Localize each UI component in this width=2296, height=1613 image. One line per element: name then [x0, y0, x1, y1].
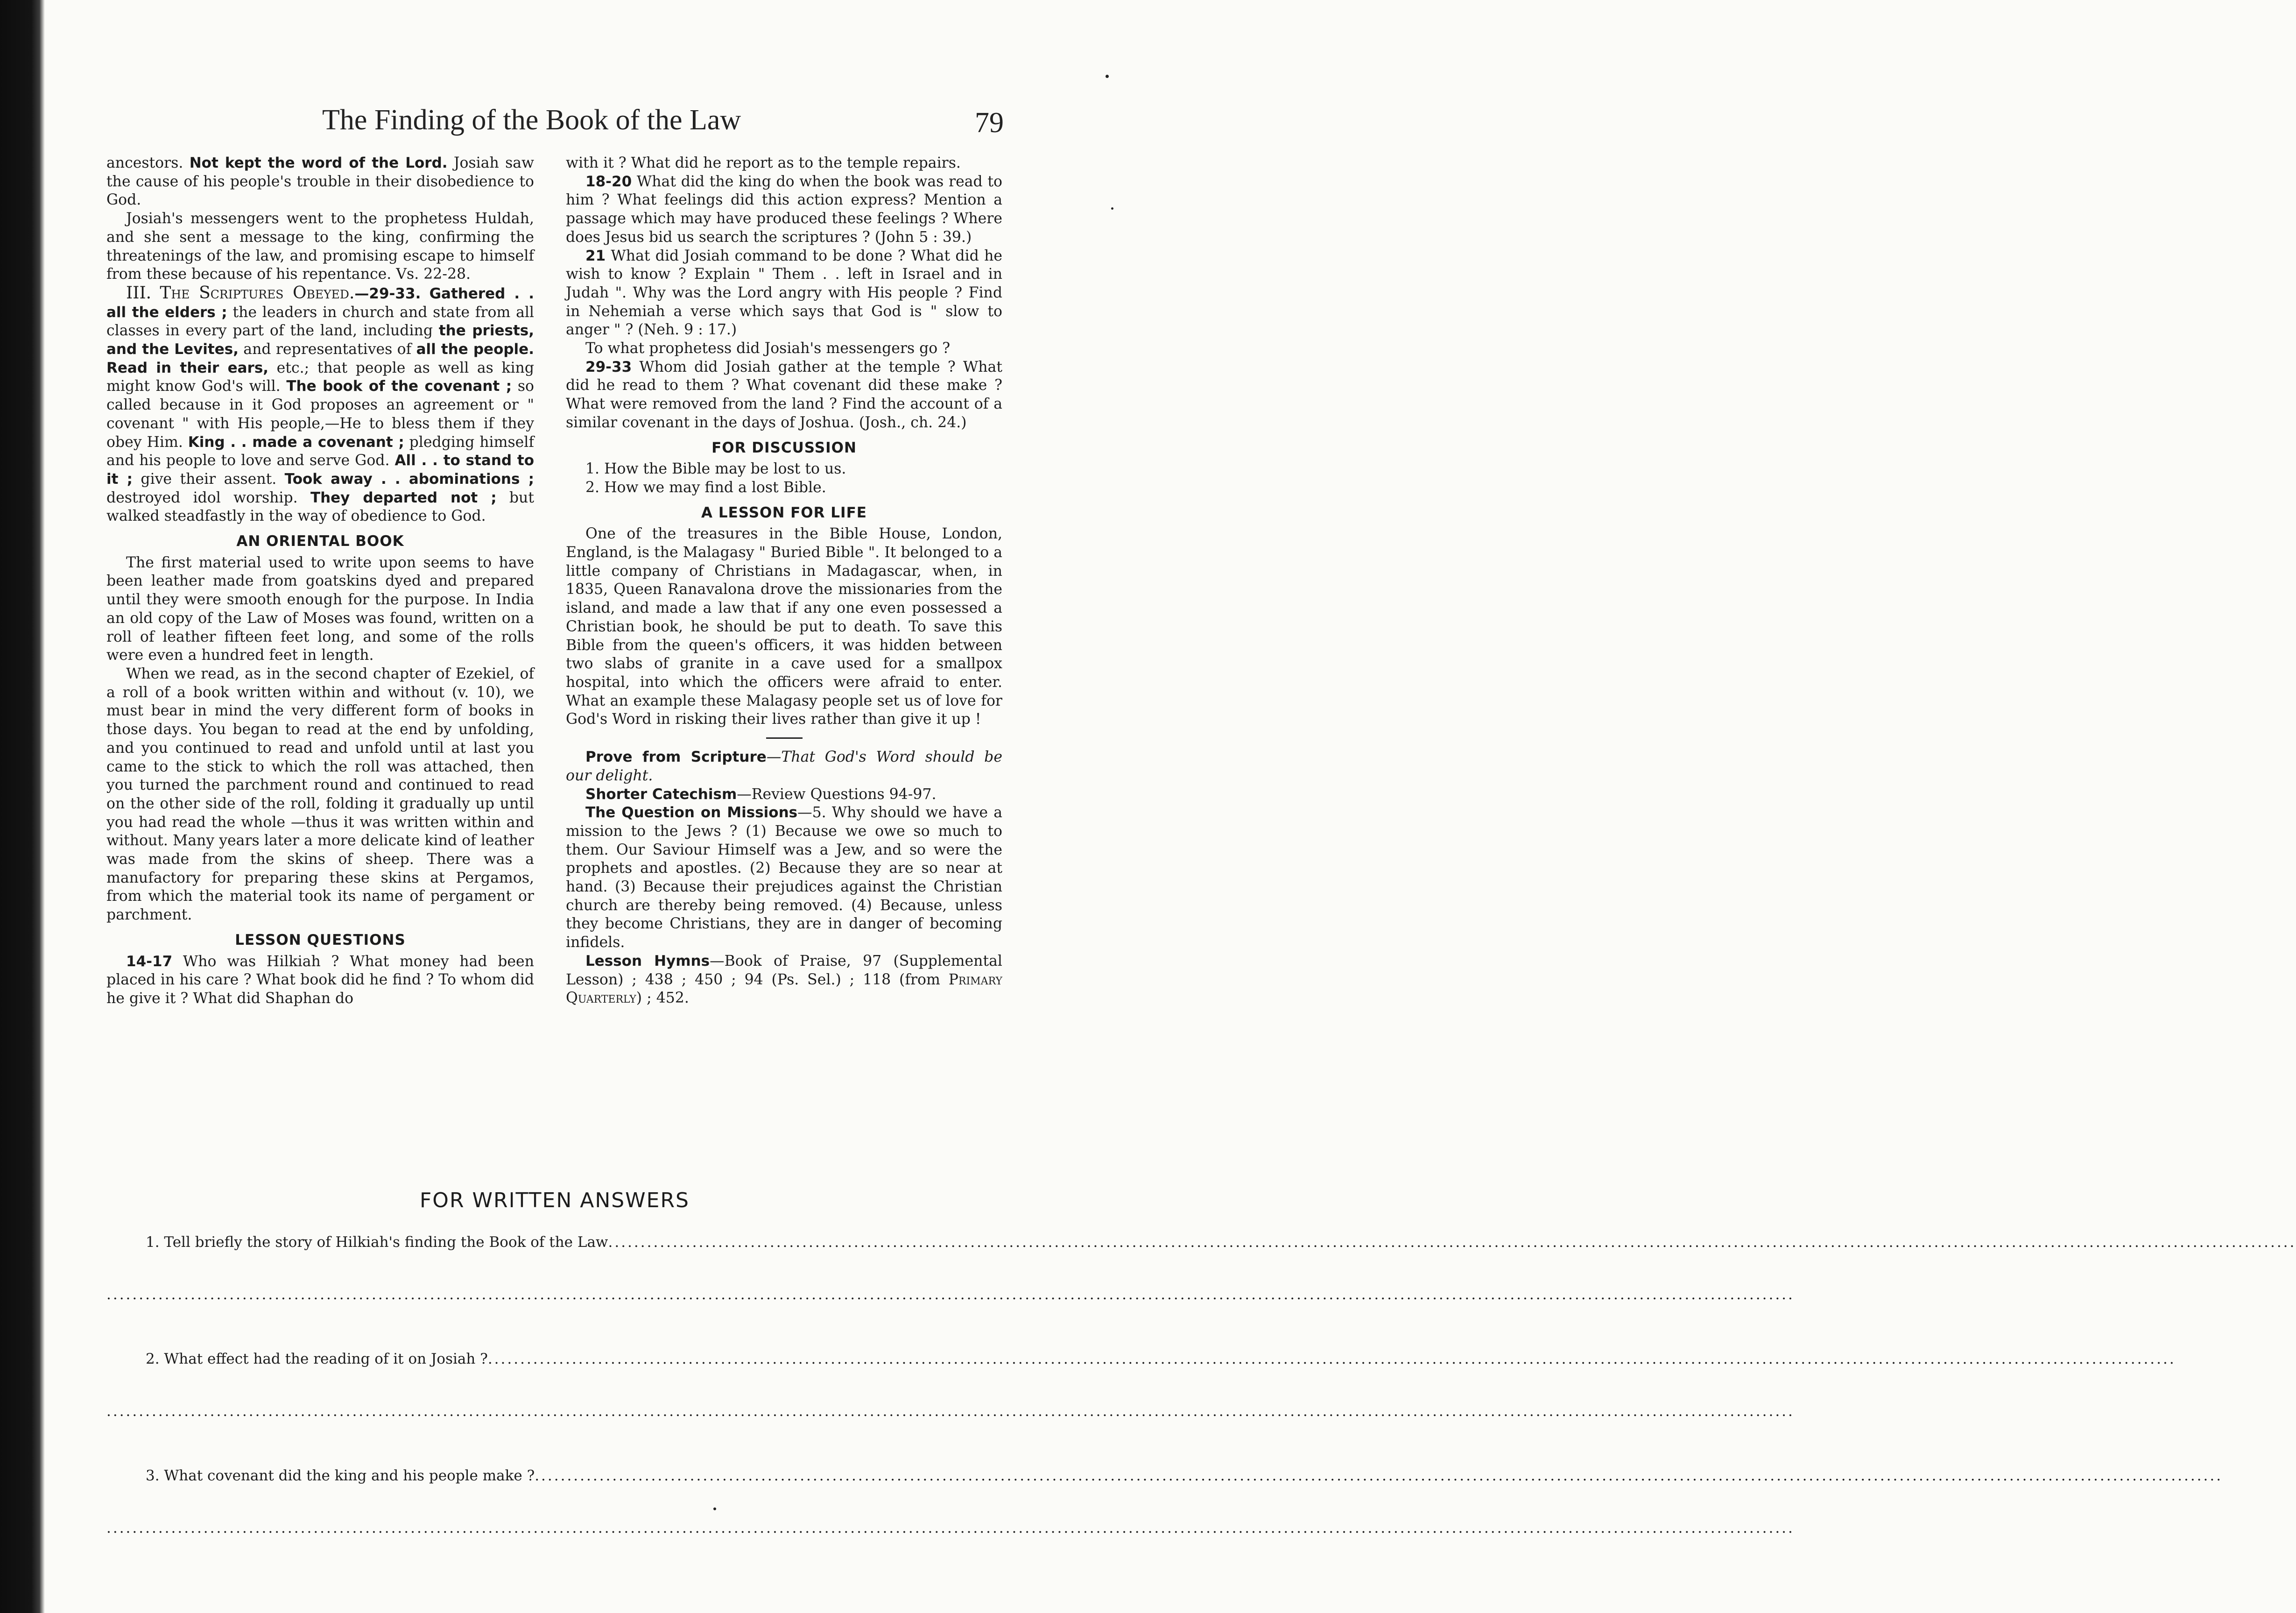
answer-line[interactable]: ..................................................................................................................................................................................................................................................................... — [487, 1351, 2176, 1367]
section-numeral: III. — [126, 283, 152, 303]
page-speck — [1106, 75, 1109, 78]
section-three: III. The Scriptures Obeyed.—29-33. Gathered . . all the elders ; the leaders in church and state from all classes in every part of the land, including the priests, and the Levites, and representatives of all the people. Read in their ears, etc.; that people as well as king might know God's will. The book of the covenant ; so called because in it God proposes an agreement or " covenant " with His people,—He to bless them if they obey Him. King . . made a covenant ; pledging himself and his people to love and serve God. All . . to stand to it ; give their assent. Took away . . abominations ; destroyed idol worship. They departed not ; but walked steadfastly in the way of obedience to God. — [106, 283, 535, 525]
lesson-for-life-heading: A LESSON FOR LIFE — [701, 504, 867, 521]
written-question-3: 3. What covenant did the king and his people make ? ..................................................................................................................................................................................................................................................................... — [146, 1467, 1003, 1487]
paragraph: The first material used to write upon seems to have been leather made from goatskins dyed and prepared until they were smooth enough for the purpose. In India an old copy of the Law of Moses was found, written on a roll of leather fifteen feet long, and some of the rolls were even a hundred feet in length. — [106, 554, 534, 664]
oriental-book-heading: AN ORIENTAL BOOK — [236, 533, 404, 550]
running-title: The Finding of the Book of the Law — [322, 104, 741, 136]
answer-line[interactable]: ..................................................................................................................................................................................................................................................................... — [106, 1286, 1795, 1303]
lesson-questions-heading: LESSON QUESTIONS — [235, 931, 406, 948]
page-header — [322, 102, 1004, 144]
written-question-1: 1. Tell briefly the story of Hilkiah's finding the Book of the Law ..................................................................................................................................................................................................................................................................... — [146, 1234, 1003, 1253]
paragraph: ancestors. Not kept the word of the Lord. Josiah saw the cause of his people's trouble in their disobedience to God. — [106, 155, 535, 209]
page-number: 79 — [975, 107, 1004, 139]
question-paragraph: 21 What did Josiah command to be done ? What did he wish to know ? Explain " Them . . left in Israel and in Judah ". Why was the Lord angry with His people ? Find in Nehemiah a verse which says that God is " slow to anger " ? (Neh. 9 : 17.) — [566, 247, 1002, 339]
written-answers-section — [106, 1189, 2296, 1584]
paragraph: When we read, as in the second chapter of Ezekiel, of a roll of a book written within and without (v. 10), we must bear in mind the very different form of books in those days. You began to read at the end by unfolding, and you continued to read and unfold until at last you came to the stick to which the roll was attached, then you turned the parchment round and continued to read on the other side of the roll, folding it gradually up until you had read the whole —thus it was written within and without. Many years later a more delicate kind of leather was made from the skins of sheep. There was a manufactory for preparing these skins at Pergamos, from which the material took its name of pergament or parchment. — [106, 665, 534, 924]
right-column — [566, 154, 1002, 1008]
written-question-2: 2. What effect had the reading of it on Josiah ? ..................................................................................................................................................................................................................................................................... — [146, 1351, 1003, 1370]
left-column — [106, 154, 534, 1008]
question-paragraph: with it ? What did he report as to the temple repairs. — [566, 155, 961, 171]
discussion-heading: FOR DISCUSSION — [711, 439, 857, 456]
page-speck — [1111, 207, 1113, 210]
answer-line[interactable]: ..................................................................................................................................................................................................................................................................... — [106, 1403, 1795, 1420]
binding-edge — [0, 0, 45, 1613]
answer-line[interactable]: ..................................................................................................................................................................................................................................................................... — [608, 1234, 2296, 1251]
hymns-paragraph: Lesson Hymns—Book of Praise, 97 (Supplemental Lesson) ; 438 ; 450 ; 94 (Ps. Sel.) ; 118 (from Primary Quarterly) ; 452. — [566, 952, 1002, 1007]
prove-paragraph: Prove from Scripture—That God's Word should be our delight. — [566, 749, 1002, 784]
catechism-paragraph: Shorter Catechism—Review Questions 94-97. — [585, 785, 937, 803]
question-paragraph: 18-20 What did the king do when the book was read to him ? What feelings did this action express? Mention a passage which may have produced these feelings ? Where does Jesus bid us search the scriptures ? (John 5 : 39.) — [566, 173, 1002, 246]
list-item: 1. How the Bible may be lost to us. — [585, 460, 846, 478]
answer-line[interactable]: ..................................................................................................................................................................................................................................................................... — [106, 1520, 1795, 1536]
list-item: 2. How we may find a lost Bible. — [585, 479, 826, 496]
divider — [766, 737, 803, 739]
paragraph: Josiah's messengers went to the prophetess Huldah, and she sent a message to the king, confirming the threatenings of the law, and promising escape to himself from these because of his repentance. Vs. 22-28. — [106, 210, 534, 283]
question-paragraph: To what prophetess did Josiah's messengers go ? — [585, 340, 951, 357]
missions-paragraph: The Question on Missions—5. Why should we have a mission to the Jews ? (1) Because we owe so much to them. Our Saviour Himself was a Jew, and so were the prophets and apostles. (2) Because they are so near at hand. (3) Because their prejudices against the Christian church are thereby being removed. (4) Because, unless they become Christians, they are in danger of becoming infidels. — [566, 804, 1002, 951]
paragraph: One of the treasures in the Bible House, London, England, is the Malagasy " Buried Bible ". It belonged to a little company of Christians in Madagascar, when, in 1835, Queen Ranavalona drove the missionaries from the island, and made a law that if any one even possessed a Christian book, he should be put to death. To save this Bible from the queen's officers, it was hidden between two slabs of granite in a cave used for a smallpox hospital, into which the officers were afraid to enter. What an example these Malagasy people set us of love for God's Word in risking their lives rather than give it up ! — [566, 525, 1002, 728]
written-answers-title: FOR WRITTEN ANSWERS — [420, 1189, 690, 1212]
question-paragraph: 14-17 Who was Hilkiah ? What money had been placed in his care ? What book did he find ? To whom did he give it ? What did Shaphan do — [106, 953, 534, 1007]
section-heading: The Scriptures Obeyed. — [160, 283, 355, 303]
answer-line[interactable]: ..................................................................................................................................................................................................................................................................... — [535, 1467, 2223, 1484]
question-paragraph: 29-33 Whom did Josiah gather at the temple ? What did he read to them ? What covenant did these make ? What were removed from the land ? Find the account of a similar covenant in the days of Joshua. (Josh., ch. 24.) — [566, 358, 1002, 431]
